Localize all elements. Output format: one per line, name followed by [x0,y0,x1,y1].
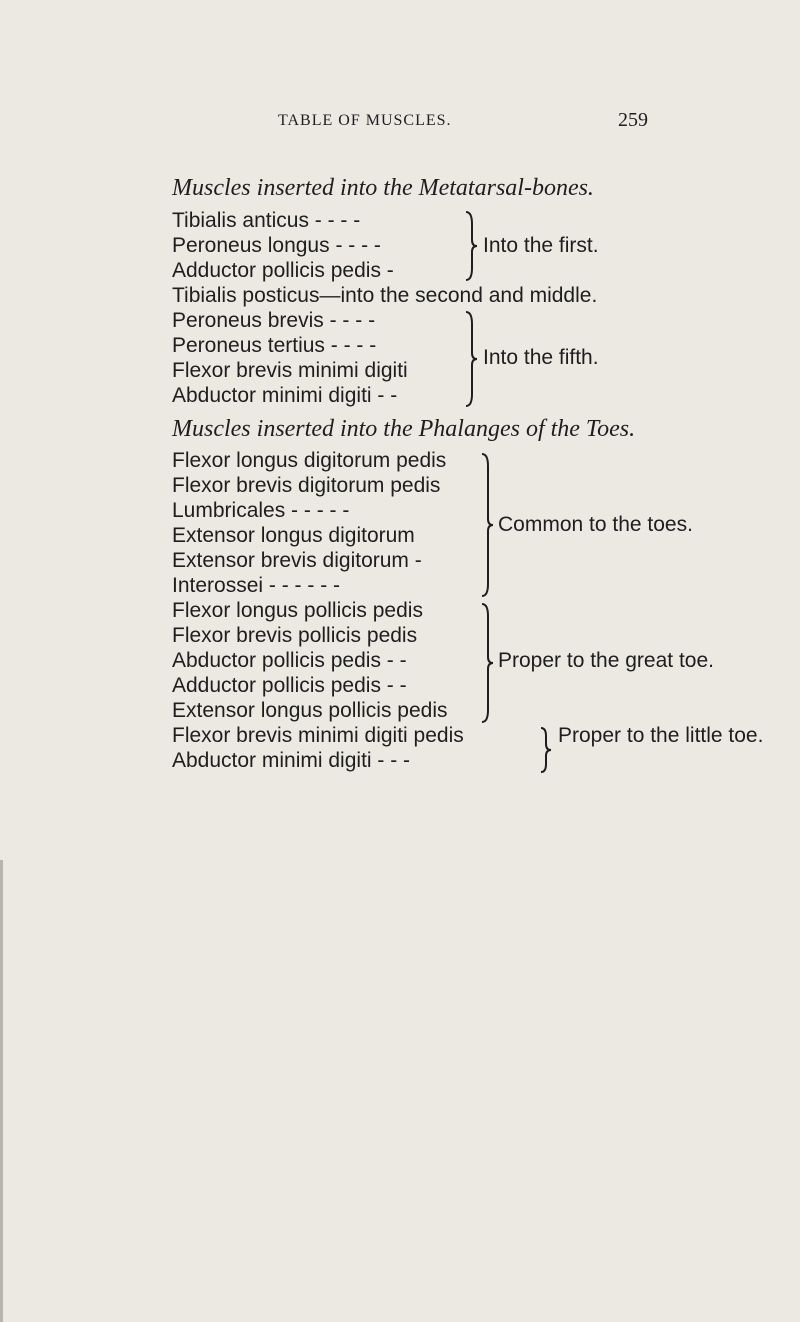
table-row: Extensor longus digitorum [172,524,415,547]
table-row: Adductor pollicis pedis - - [172,674,407,697]
section-heading-phalanges: Muscles inserted into the Phalanges of the Toes. [172,416,636,442]
table-row: Tibialis posticus—into the second and middle. [172,284,598,307]
page-header [0,109,800,136]
insertion-label-common: Common to the toes. [498,513,693,536]
brace-great-toe [478,602,496,724]
table-row: Tibialis anticus - - - - [172,209,361,232]
brace-first [462,210,480,282]
table-row: Flexor brevis pollicis pedis [172,624,418,647]
insertion-label-little-toe: Proper to the little toe. [558,724,764,747]
table-row: Abductor pollicis pedis - - [172,649,407,672]
insertion-label-first: Into the first. [483,234,599,257]
table-row: Flexor brevis minimi digiti pedis [172,724,464,747]
table-row: Extensor brevis digitorum - [172,549,422,572]
page-number: 259 [618,109,648,131]
table-row: Peroneus longus - - - - [172,234,381,257]
brace-common [478,452,496,598]
table-row: Flexor brevis digitorum pedis [172,474,441,497]
table-row: Flexor brevis minimi digiti [172,359,408,382]
table-row: Interossei - - - - - - [172,574,341,597]
table-row: Peroneus brevis - - - - [172,309,376,332]
section-heading-metatarsal: Muscles inserted into the Metatarsal-bones. [172,175,594,201]
table-row: Flexor longus digitorum pedis [172,449,447,472]
brace-little-toe [538,726,554,774]
table-row: Extensor longus pollicis pedis [172,699,448,722]
page-edge-shadow [0,860,3,1322]
table-row: Flexor longus pollicis pedis [172,599,423,622]
table-row: Abductor minimi digiti - - - [172,749,411,772]
table-row: Abductor minimi digiti - - [172,384,398,407]
table-row: Peroneus tertius - - - - [172,334,377,357]
running-title: TABLE OF MUSCLES. [278,112,452,129]
brace-fifth [462,310,480,408]
insertion-label-great-toe: Proper to the great toe. [498,649,714,672]
table-row: Adductor pollicis pedis - [172,259,394,282]
insertion-label-fifth: Into the fifth. [483,346,599,369]
table-row: Lumbricales - - - - - [172,499,350,522]
